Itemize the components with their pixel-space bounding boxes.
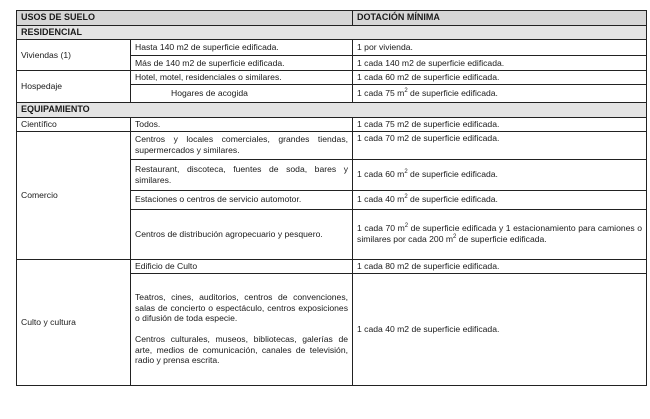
row-dotacion: 1 cada 60 m2 de superficie edificada.	[353, 71, 647, 85]
row-description: Centros y locales comerciales, grandes tiendas, supermercados y similares.	[131, 131, 353, 159]
row-dotacion: 1 cada 75 m2 de superficie edificada.	[353, 117, 647, 131]
table-row	[17, 117, 647, 131]
row-dotacion: 1 cada 80 m2 de superficie edificada.	[353, 259, 647, 273]
section-row-residencial	[17, 26, 647, 40]
land-use-table	[16, 10, 647, 386]
category-comercio: Comercio	[17, 131, 131, 259]
row-description: Hogares de acogida	[131, 85, 353, 103]
row-description: Centros de distribución agropecuario y pesquero.	[131, 209, 353, 259]
section-row-equipamiento	[17, 103, 647, 117]
row-dotacion: 1 cada 60 $m^2$ de superficie edificada.	[353, 159, 647, 190]
row-description: Hotel, motel, residenciales o similares.	[131, 71, 353, 85]
row-dotacion: 1 cada 70 m2 de superficie edificada.	[353, 131, 647, 159]
category-culto-y-cultura: Culto y cultura	[17, 259, 131, 385]
table-header-row	[17, 11, 647, 26]
row-dotacion: 1 cada 75 $m^2$ de superficie edificada.	[353, 85, 647, 103]
row-dotacion: 1 cada 40 $m^2$ de superficie edificada.	[353, 190, 647, 209]
header-usos-de-suelo: USOS DE SUELO	[17, 11, 353, 26]
table-row	[17, 131, 647, 159]
section-title-equipamiento: EQUIPAMIENTO	[17, 103, 647, 117]
header-dotacion-minima: DOTACIÓN MÍNIMA	[353, 11, 647, 26]
row-dotacion: 1 cada 140 m2 de superficie edificada.	[353, 56, 647, 71]
land-use-parking-table-page	[16, 10, 646, 386]
row-description: Restaurant, discoteca, fuentes de soda, bares y similares.	[131, 159, 353, 190]
row-description: Edificio de Culto	[131, 259, 353, 273]
row-description	[131, 273, 353, 385]
category-hospedaje: Hospedaje	[17, 71, 131, 103]
row-description: Estaciones o centros de servicio automotor.	[131, 190, 353, 209]
row-description: Hasta 140 m2 de superficie edificada.	[131, 40, 353, 56]
table-row	[17, 40, 647, 56]
category-viviendas: Viviendas (1)	[17, 40, 131, 71]
row-description: Todos.	[131, 117, 353, 131]
row-dotacion: 1 por vivienda.	[353, 40, 647, 56]
table-row	[17, 71, 647, 85]
category-cientifico: Científico	[17, 117, 131, 131]
section-title-residencial: RESIDENCIAL	[17, 26, 647, 40]
description-part-a: Teatros, cines, auditorios, centros de convenciones, salas de concierto o espectáculo, centros exposiciones o difusión de toda especie.	[135, 291, 349, 324]
row-dotacion: 1 cada 40 m2 de superficie edificada.	[353, 273, 647, 385]
row-dotacion: 1 cada 70 $m^2$ de superficie edificada y 1 estacionamiento para camiones o similares por cada 200 $m^2$ de superficie edificada.	[353, 209, 647, 259]
description-part-b: Centros culturales, museos, bibliotecas, galerías de arte, medios de comunicación, canales de televisión, radio y prensa escrita.	[135, 334, 349, 366]
row-description: Más de 140 m2 de superficie edificada.	[131, 56, 353, 71]
table-row	[17, 259, 647, 273]
